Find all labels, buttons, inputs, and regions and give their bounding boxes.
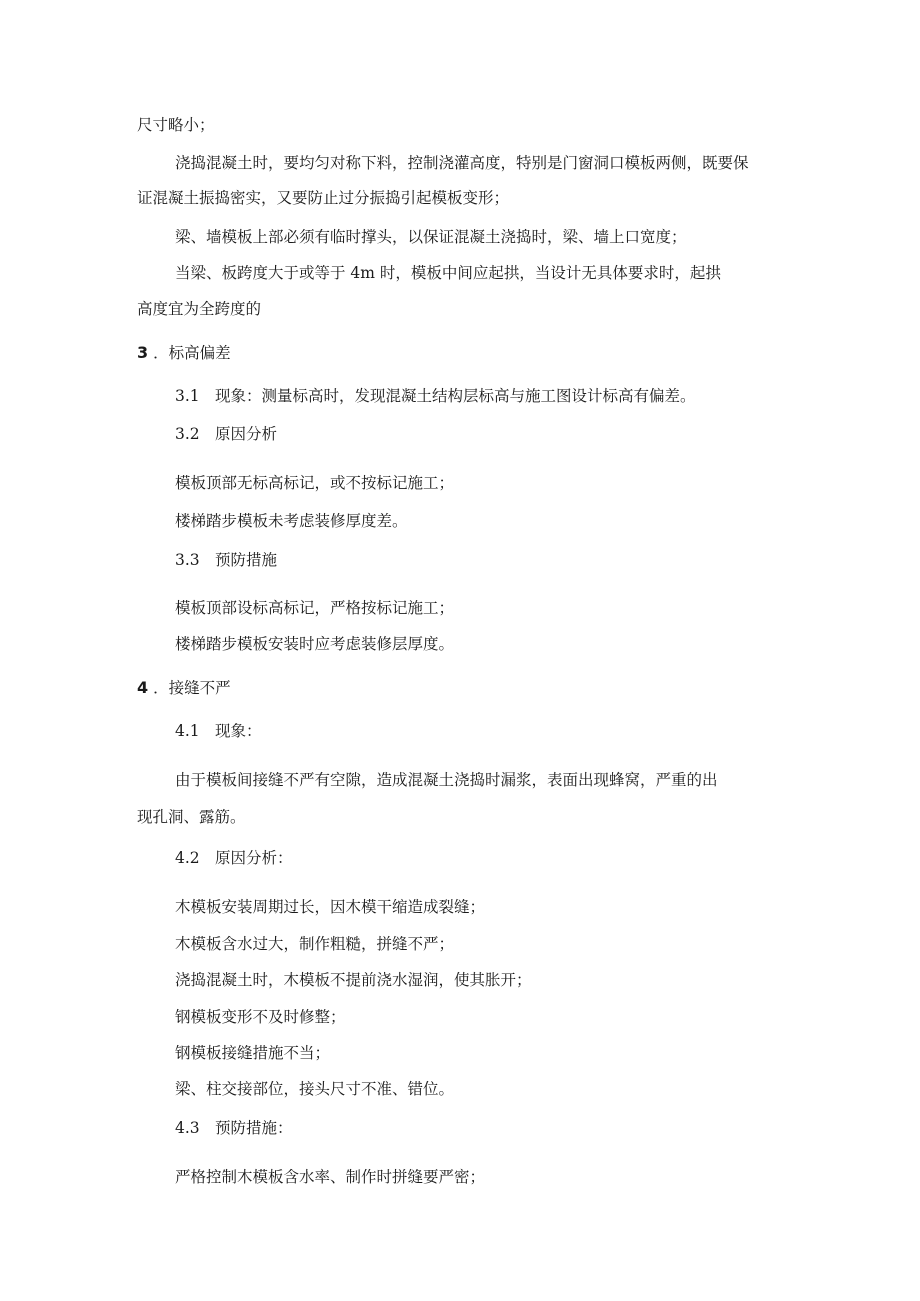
subsection-number: 4.2 xyxy=(175,849,200,867)
paragraph-line: 证混凝土振捣密实，又要防止过分振捣引起模板变形； xyxy=(137,189,510,207)
list-item: 浇捣混凝土时，木模板不提前浇水湿润，使其胀开； xyxy=(175,971,532,989)
paragraph-line: 浇捣混凝土时，要均匀对称下料，控制浇灌高度，特别是门窗洞口模板两侧，既要保 xyxy=(175,154,749,172)
paragraph-line: 梁、墙模板上部必须有临时撑头，以保证混凝土浇捣时，梁、墙上口宽度； xyxy=(175,228,687,246)
section-heading xyxy=(137,342,231,364)
subsection-number: 3.3 xyxy=(175,551,200,569)
section-title: ．标高偏差 xyxy=(153,344,231,362)
list-item: 模板顶部设标高标记，严格按标记施工； xyxy=(175,599,455,617)
subsection-text: 原因分析 xyxy=(215,425,278,443)
list-item: 木模板含水过大，制作粗糙，拼缝不严； xyxy=(175,935,455,953)
subsection-number: 3.1 xyxy=(175,387,200,405)
section-heading xyxy=(137,677,231,699)
paragraph-line: 当梁、板跨度大于或等于 4m 时，模板中间应起拱，当设计无具体要求时，起拱 xyxy=(175,264,721,282)
section-number: 4 xyxy=(137,678,149,697)
subsection-heading xyxy=(175,549,277,571)
list-item: 梁、柱交接部位，接头尺寸不准、错位。 xyxy=(175,1080,455,1098)
list-item: 模板顶部无标高标记，或不按标记施工； xyxy=(175,474,455,492)
list-item: 钢模板变形不及时修整； xyxy=(175,1008,346,1026)
paragraph-line: 现孔洞、露筋。 xyxy=(137,808,246,826)
subsection-text: 现象： xyxy=(215,722,262,740)
subsection-number: 4.3 xyxy=(175,1119,200,1137)
subsection-text: 预防措施： xyxy=(215,1119,293,1137)
paragraph-line: 尺寸略小； xyxy=(137,116,215,134)
subsection-text: 现象：测量标高时，发现混凝土结构层标高与施工图设计标高有偏差。 xyxy=(215,387,696,405)
section-title: ．接缝不严 xyxy=(153,679,231,697)
subsection-heading xyxy=(175,1117,293,1139)
list-item: 楼梯踏步模板安装时应考虑装修层厚度。 xyxy=(175,635,455,653)
subsection-heading xyxy=(175,847,293,869)
subsection-text: 预防措施 xyxy=(215,551,278,569)
section-number: 3 xyxy=(137,343,149,362)
subsection-heading xyxy=(175,423,277,445)
list-item: 木模板安装周期过长，因木模干缩造成裂缝； xyxy=(175,898,486,916)
subsection-heading xyxy=(175,385,696,407)
subsection-text: 原因分析： xyxy=(215,849,293,867)
list-item: 钢模板接缝措施不当； xyxy=(175,1044,331,1062)
list-item: 楼梯踏步模板未考虑装修厚度差。 xyxy=(175,512,408,530)
subsection-heading xyxy=(175,720,262,742)
subsection-number: 3.2 xyxy=(175,425,200,443)
paragraph-line: 高度宜为全跨度的 xyxy=(137,300,262,318)
paragraph-line: 由于模板间接缝不严有空隙，造成混凝土浇捣时漏浆，表面出现蜂窝，严重的出 xyxy=(175,771,718,789)
list-item: 严格控制木模板含水率、制作时拼缝要严密； xyxy=(175,1168,486,1186)
subsection-number: 4.1 xyxy=(175,722,200,740)
